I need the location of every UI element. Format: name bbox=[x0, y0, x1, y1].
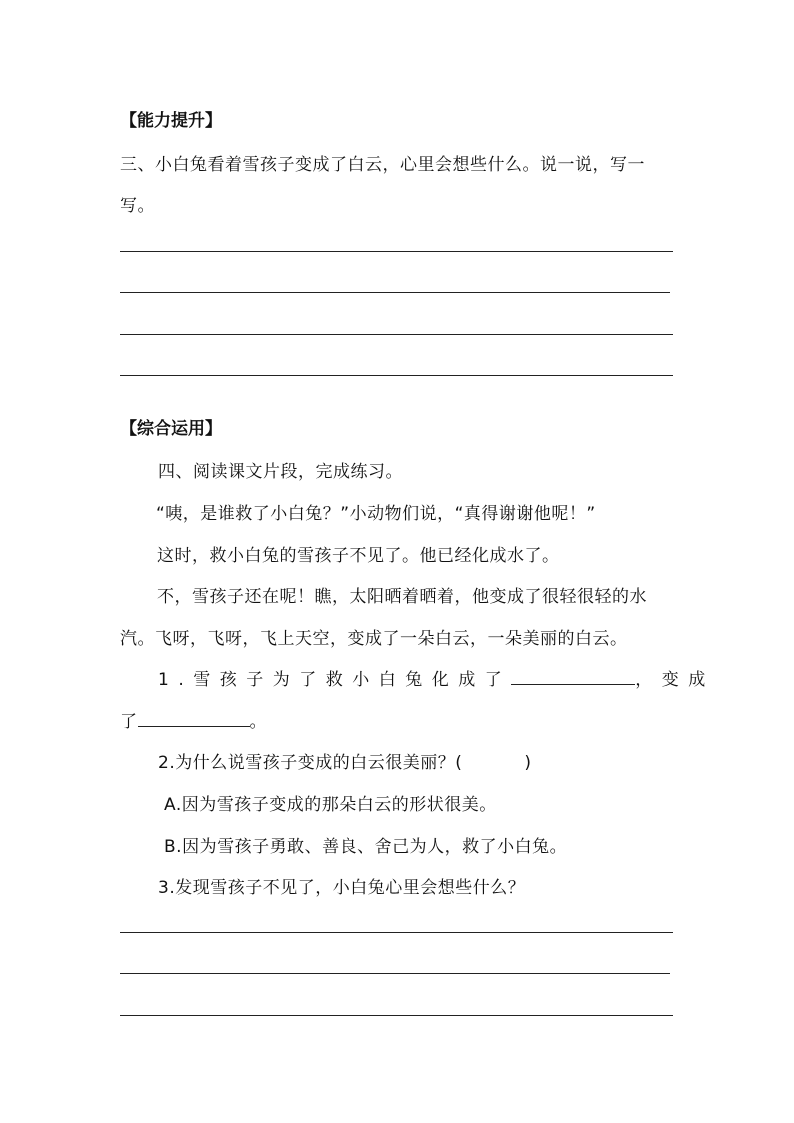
answer-line[interactable] bbox=[120, 292, 670, 293]
passage-line-4: 汽。飞呀，飞呀，飞上天空，变成了一朵白云，一朵美丽的白云。 bbox=[120, 629, 628, 649]
sub-question-1-line-2 bbox=[120, 707, 267, 732]
question-4-instruction: 四、阅读课文片段，完成练习。 bbox=[158, 462, 403, 482]
section-heading-application: 【综合运用】 bbox=[120, 419, 222, 439]
fill-in-blank[interactable] bbox=[511, 666, 635, 685]
answer-line[interactable] bbox=[120, 1015, 673, 1016]
answer-line[interactable] bbox=[120, 375, 673, 376]
sub-question-1-text: 了 bbox=[120, 712, 138, 732]
option-a: A.因为雪孩子变成的那朵白云的形状很美。 bbox=[164, 795, 497, 815]
answer-line[interactable] bbox=[120, 251, 673, 252]
sub-question-1-text: 1.雪孩子为了救小白兔化成了 bbox=[158, 670, 512, 690]
sub-question-1-line-1 bbox=[158, 665, 715, 690]
question-3-line-1: 三、小白兔看着雪孩子变成了白云，心里会想些什么。说一说，写一 bbox=[120, 155, 645, 175]
answer-line[interactable] bbox=[120, 932, 673, 933]
answer-line[interactable] bbox=[120, 973, 670, 974]
passage-line-1: “咦，是谁救了小白兔？”小动物们说，“真得谢谢他呢！” bbox=[156, 504, 596, 524]
option-b: B.因为雪孩子勇敢、善良、舍己为人，救了小白兔。 bbox=[164, 837, 568, 857]
answer-line[interactable] bbox=[120, 334, 673, 335]
sub-question-2-close: ) bbox=[524, 753, 532, 773]
section-heading-ability: 【能力提升】 bbox=[120, 111, 222, 131]
sub-question-1-text: ，变成 bbox=[635, 670, 715, 690]
sub-question-2 bbox=[158, 748, 532, 773]
passage-line-2: 这时，救小白兔的雪孩子不见了。他已经化成水了。 bbox=[157, 546, 560, 566]
sub-question-1-text: 。 bbox=[249, 712, 267, 732]
sub-question-3: 3.发现雪孩子不见了，小白兔心里会想些什么？ bbox=[158, 878, 526, 898]
sub-question-2-text: 2.为什么说雪孩子变成的白云很美丽？( bbox=[158, 753, 463, 773]
passage-line-3: 不，雪孩子还在呢！瞧，太阳晒着晒着，他变成了很轻很轻的水 bbox=[157, 587, 647, 607]
question-3-line-2: 写。 bbox=[120, 196, 155, 216]
fill-in-blank[interactable] bbox=[138, 708, 250, 727]
